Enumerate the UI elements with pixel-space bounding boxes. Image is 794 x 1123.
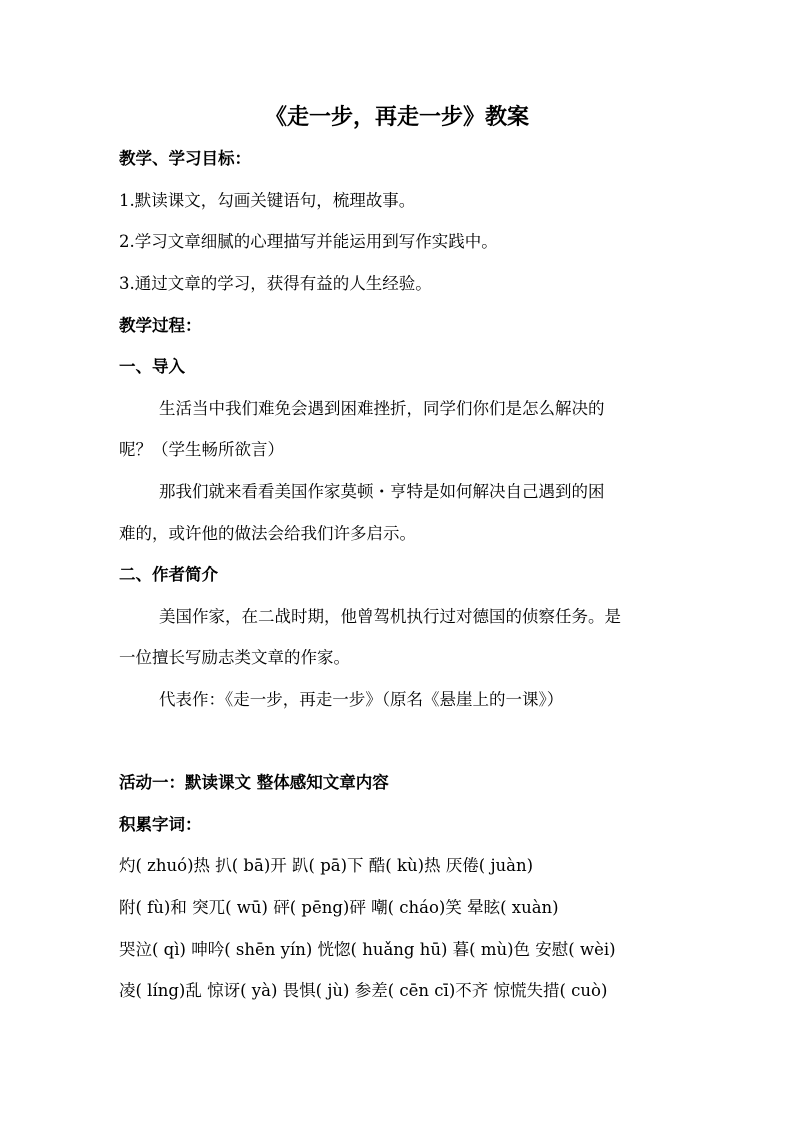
vocab-line-4: 凌( líng)乱 惊讶( yà) 畏惧( jù) 参差( cēn cī)不齐 惊慌失措( cuò) xyxy=(119,981,608,1000)
goal-item-1: 1.默读课文，勾画关键语句，梳理故事。 xyxy=(119,191,416,210)
section2-paragraph1-line1: 美国作家，在二战时期，他曾驾机执行过对德国的侦察任务。是 xyxy=(159,607,621,626)
document-title: 《走一步，再走一步》教案 xyxy=(264,104,529,130)
section1-paragraph1-line1: 生活当中我们难免会遇到困难挫折，同学们你们是怎么解决的 xyxy=(159,399,605,418)
activity1-heading: 活动一：默读课文 整体感知文章内容 xyxy=(119,773,389,792)
vocab-line-2: 附( fù)和 突兀( wū) 砰( pēng)砰 嘲( cháo)笑 晕眩( xuàn) xyxy=(119,898,559,917)
section2-paragraph2-line1: 代表作：《走一步，再走一步》（原名《悬崖上的一课》） xyxy=(159,690,564,709)
section2-heading: 二、作者简介 xyxy=(119,565,218,584)
vocab-heading: 积累字词： xyxy=(119,815,202,834)
process-heading: 教学过程： xyxy=(119,316,202,335)
section1-paragraph2-line2: 难的，或许他的做法会给我们许多启示。 xyxy=(119,524,416,543)
goal-item-3: 3.通过文章的学习，获得有益的人生经验。 xyxy=(119,274,432,293)
goal-item-2: 2.学习文章细腻的心理描写并能运用到写作实践中。 xyxy=(119,232,498,251)
goals-heading: 教学、学习目标： xyxy=(119,149,251,168)
section1-paragraph1-line2: 呢？（学生畅所欲言） xyxy=(119,440,284,459)
section1-paragraph2-line1: 那我们就来看看美国作家莫顿・亨特是如何解决自己遇到的困 xyxy=(159,482,605,501)
section2-paragraph1-line2: 一位擅长写励志类文章的作家。 xyxy=(119,648,350,667)
vocab-line-3: 哭泣( qì) 呻吟( shēn yín) 恍惚( huǎng hū) 暮( mù)色 安慰( wèi) xyxy=(119,940,616,959)
section1-heading: 一、导入 xyxy=(119,357,185,376)
vocab-line-1: 灼( zhuó)热 扒( bā)开 趴( pā)下 酷( kù)热 厌倦( juàn) xyxy=(119,856,534,875)
